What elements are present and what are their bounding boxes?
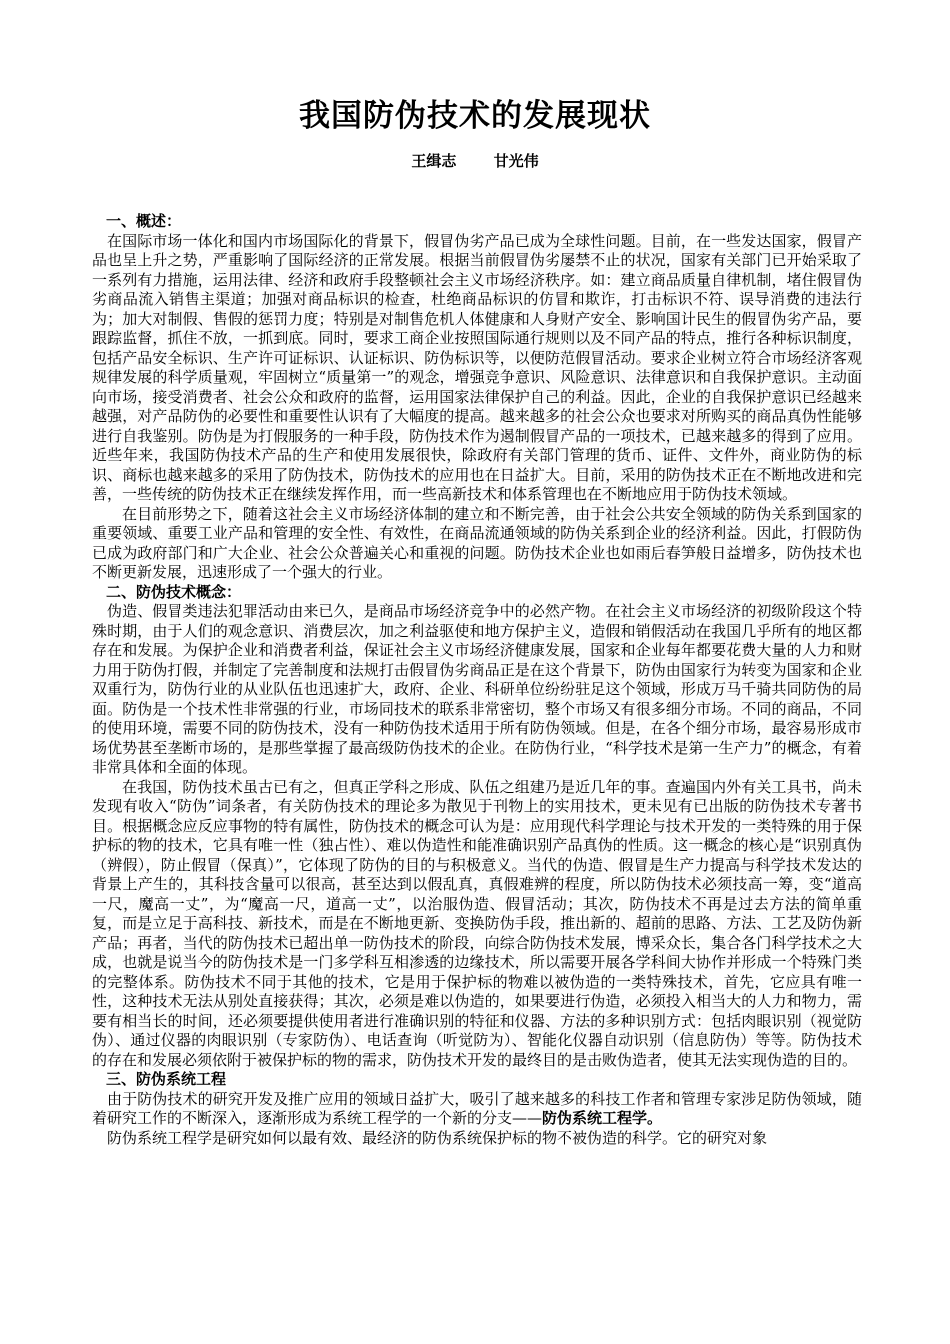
paragraph: 防伪系统工程学是研究如何以最有效、最经济的防伪系统保护标的物不被伪造的科学。它的研究对象: [107, 1128, 768, 1147]
section-heading: 二、防伪技术概念：: [106, 582, 242, 601]
author-name: 甘光伟: [493, 152, 539, 170]
author-line: [0, 150, 950, 171]
section-heading: 一、概述：: [106, 212, 182, 230]
paragraph: 在我国，防伪技术虽古已有之，但真正学科之形成、队伍之组建乃是近几年的事。查遍国内外有关工具书，尚未发现有收入“防伪”词条者，有关防伪技术的理论多为散见于刊物上的实用技术，更未见有已出版的防伪技术专著书目。根据概念应反应事物的特有属性，防伪技术的概念可认为是：应用现代科学理论与技术开发的一类特殊的用于保护标的物的技术，它具有唯一性（独占性）、难以伪造性和能准确识别产品真伪的性质。这一概念的核心是“识别真伪（辨假），防止假冒（保真）”，它体现了防伪的目的与积极意义。当代的伪造、假冒是生产力提高与科学技术发达的背景上产生的，其科技含量可以很高，甚至达到以假乱真，真假难辨的程度，所以防伪技术必须技高一筹，变“道高一尺，魔高一丈”，为“魔高一尺，道高一丈”，以治服伪造、假冒活动；其次，防伪技术不再是过去方法的简单重复，而是立足于高科技、新技术，而是在不断地更新、变换防伪手段，推出新的、超前的思路、方法、工艺及防伪新产品；再者，当代的防伪技术已超出单一防伪技术的阶段，向综合防伪技术发展，博采众长，集合各门科学技术之大成，也就是说当今的防伪技术是一门多学科互相渗透的边缘技术，所以需要开展各学科间大协作并形成一个特殊门类的完整体系。防伪技术不同于其他的技术，它是用于保护标的物难以被伪造的一类特殊技术，首先，它应具有唯一性，这种技术无法从别处直接获得；其次，必须是难以伪造的，如果要进行伪造，必须投入相当大的人力和物力，需要有相当长的时间，还必须要提供使用者进行准确识别的特征和仪器、方法的多种识别方式：包括肉眼识别（视觉防伪）、通过仪器的肉眼识别（专家防伪）、电话查询（听觉防为）、智能化仪器自动识别（信息防伪）等等。防伪技术的存在和发展必须依附于被保护标的物的需求，防伪技术开发的最终目的是击败伪造者，使其无法实现伪造的目的。: [92, 777, 862, 1069]
bold-term: 防伪系统工程学。: [542, 1109, 663, 1127]
paragraph: 在国际市场一体化和国内市场国际化的背景下，假冒伪劣产品已成为全球性问题。目前，在一些发达国家，假冒产品也呈上升之势，严重影响了国际经济的正常发展。根据当前假冒伪劣屡禁不止的状况，国家有关部门已开始采取了一系列有力措施，运用法律、经济和政府手段整顿社会主义市场经济秩序。如：建立商品质量自律机制，堵住假冒伪劣商品流入销售主渠道；加强对商品标识的检查，杜绝商品标识的仿冒和欺诈，打击标识不符、误导消费的违法行为；加大对制假、售假的惩罚力度；特别是对制售危机人体健康和人身财产安全、影响国计民生的假冒伪劣产品，要跟踪监督，抓住不放，一抓到底。同时，要求工商企业按照国际通行规则以及不同产品的特点，推行各种标识制度，包括产品安全标识、生产许可证标识、认证标识、防伪标识等，以便防范假冒活动。要求企业树立符合市场经济客观规律发展的科学质量观，牢固树立“质量第一”的观念，增强竞争意识、风险意识、法律意识和自我保护意识。主动面向市场，接受消费者、社会公众和政府的监督，运用国家法律保护自己的利益。因此，企业的自我保护意识已经越来越强，对产品防伪的必要性和重要性认识有了大幅度的提高。越来越多的社会公众也要求对所购买的商品真伪性能够进行自我鉴别。防伪是为打假服务的一种手段，防伪技术作为遏制假冒产品的一项技术，已越来越多的得到了应用。近些年来，我国防伪技术产品的生产和使用发展很快，除政府有关部门管理的货币、证件、文件外，商业防伪的标识、商标也越来越多的采用了防伪技术，防伪技术的应用也在日益扩大。目前，采用的防伪技术正在不断地改进和完善，一些传统的防伪技术正在继续发挥作用，而一些高新技术和体系管理也在不断地应用于防伪技术领域。: [92, 231, 862, 503]
paragraph-text: 由于防伪技术的研究开发及推广应用的领域日益扩大，吸引了越来越多的科技工作者和管理专家涉足防伪领域，随着研究工作的不断深入，逐渐形成为系统工程学的一个新的分支——: [92, 1089, 862, 1127]
paragraph: [92, 1090, 862, 1129]
document-title: 我国防伪技术的发展现状: [299, 98, 651, 134]
paragraph: 伪造、假冒类违法犯罪活动由来已久，是商品市场经济竞争中的必然产物。在社会主义市场经济的初级阶段这个特殊时期，由于人们的观念意识、消费层次，加之利益驱使和地方保护主义，造假和销假活动在我国几乎所有的地区都存在和发展。为保护企业和消费者利益，保证社会主义市场经济健康发展，国家和企业每年都要花费大量的人力和财力用于防伪打假，并制定了完善制度和法规打击假冒伪劣商品正是在这个背景下，防伪由国家行为转变为国家和企业双重行为，防伪行业的从业队伍也迅速扩大，政府、企业、科研单位纷纷驻足这个领域，形成万马千骑共同防伪的局面。防伪是一个技术性非常强的行业，市场同技术的联系非常密切，整个市场又有很多细分市场。不同的商品，不同的使用环境，需要不同的防伪技术，没有一种防伪技术适用于所有防伪领域。但是，在各个细分市场，最容易形成市场优势甚至垄断市场的，是那些掌握了最高级防伪技术的企业。在防伪行业，“科学技术是第一生产力”的概念，有着非常具体和全面的体现。: [92, 602, 862, 776]
section-heading: 三、防伪系统工程: [106, 1070, 227, 1088]
author-name: 王缉志: [411, 152, 457, 170]
document-body: [92, 212, 862, 1148]
paragraph: 在目前形势之下，随着这社会主义市场经济体制的建立和不断完善，由于社会公共安全领域的防伪关系到国家的重要领域、重要工业产品和管理的安全性、有效性，在商品流通领域的防伪关系到企业的经济利益。因此，打假防伪已成为政府部门和广大企业、社会公众普遍关心和重视的问题。防伪技术企业也如雨后春笋般日益增多，防伪技术也不断更新发展，迅速形成了一个强大的行业。: [92, 504, 862, 581]
